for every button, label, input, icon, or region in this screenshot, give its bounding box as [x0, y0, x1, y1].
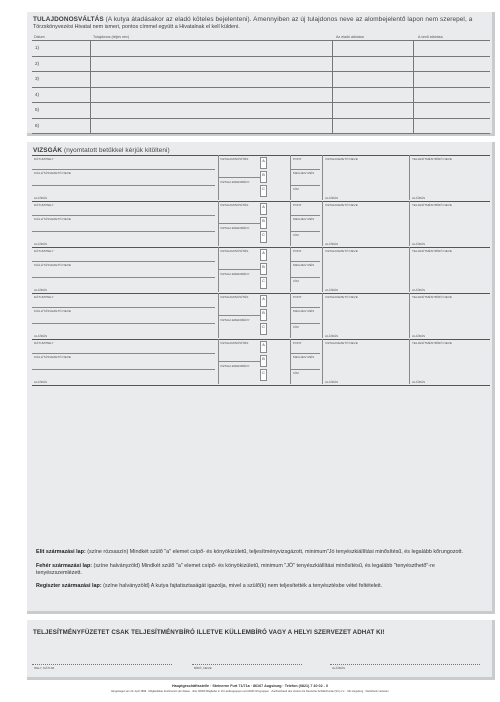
elite-pedigree-text: (színe rózsaszín) Mindkét szülő "a" elemet csípő- és könyökizületű, teljesítményvizsgázott, minimum"Jó tenyészkiállítási minősítésű, és legalább kőrungozott.	[85, 549, 464, 555]
owner-section-note-line2: Törzskönyvezési Hivatal nem ismeri, pontos címmel együtt a Hivatalnak el kell küldeni.	[33, 24, 240, 30]
owner-row-number: 5)	[35, 107, 40, 112]
exam-assessment-line[interactable]	[218, 269, 260, 270]
exam-date-label: DÁTUM/HELY	[34, 248, 54, 253]
exam-assessment-label: VIZSGAMINŐSÍTÉS	[220, 248, 249, 253]
exam-date-label: DÁTUM/HELY	[34, 340, 54, 345]
exam-date-label: DÁTUM/HELY	[34, 156, 54, 161]
exam-col-divider	[322, 155, 323, 200]
grade-letter-c: C	[262, 232, 265, 237]
white-pedigree-label: Fehér származási lap:	[36, 563, 93, 569]
exam-grade-box-c[interactable]	[260, 323, 267, 335]
exam-grade-box-a[interactable]	[260, 157, 267, 169]
exam-qualification-line[interactable]	[290, 369, 320, 370]
owner-row-number: 3)	[35, 76, 40, 81]
exam-col-divider	[409, 155, 410, 200]
exam-sign-label: ALÁÍRÁS	[34, 196, 48, 200]
owner-row[interactable]	[32, 103, 490, 119]
exam-sign2-label: ALÁÍRÁS	[412, 288, 426, 292]
exam-date-line[interactable]	[32, 261, 215, 262]
exam-entry-block	[32, 339, 490, 384]
exam-col-divider	[290, 155, 291, 200]
exam-judge-line[interactable]	[32, 231, 215, 232]
grade-letter-a: A	[262, 158, 265, 163]
exam-judge-name-label: TELJESÍTMÉNYBÍRÓ NEVE	[412, 294, 452, 299]
grade-letter-c: C	[262, 278, 265, 283]
exam-points-line[interactable]	[290, 261, 320, 262]
exam-leader-label: VIZSGAVEZETŐ NEVE	[325, 294, 358, 299]
exam-sign1-label: ALÁÍRÁS	[325, 288, 339, 292]
grade-letter-c: C	[262, 370, 265, 375]
exam-qualification-label: MEGJEGYZÉS	[293, 309, 315, 313]
exam-judge-name-label: TELJESÍTMÉNYBÍRÓ NEVE	[412, 340, 452, 345]
exam-sign2-label: ALÁÍRÁS	[412, 334, 426, 338]
grade-letter-b: B	[262, 172, 265, 177]
perf-judge-line[interactable]	[192, 664, 302, 665]
exam-assessment-line[interactable]	[218, 361, 260, 362]
exam-grade-box-c[interactable]	[260, 369, 267, 381]
exam-leader-label: VIZSGAVEZETŐ NEVE	[325, 202, 358, 207]
grade-letter-b: B	[262, 264, 265, 269]
register-pedigree-paragraph	[36, 583, 476, 590]
exam-assessment-label: VIZSGAMINŐSÍTÉS	[220, 156, 249, 161]
exam-judge-name-label: TELJESÍTMÉNYBÍRÓ NEVE	[412, 156, 452, 161]
exam-grade-box-a[interactable]	[260, 295, 267, 307]
exam-judge-label: KIÁLLÍTÁSVEZETŐ NEVE	[34, 263, 71, 267]
exam-col-divider	[322, 339, 323, 384]
exam-sign1-label: ALÁÍRÁS	[325, 196, 339, 200]
register-pedigree-label: Regiszter származási lap:	[36, 583, 102, 589]
exam-col-divider	[322, 247, 323, 292]
grade-letter-a: A	[262, 342, 265, 347]
grade-letter-a: A	[262, 296, 265, 301]
exam-judge-name-label: TELJESÍTMÉNYBÍRÓ NEVE	[412, 248, 452, 253]
perf-judge-label: BÍRÓ, NEVE	[194, 666, 212, 670]
footer-legal: Eingetragen am 22. April 1899 · Mitgliedsbau Zuchtverein der Rasse · über 90000 Mitglieder in 19 Landesgruppen und 2000 Ortsgruppen · Zuchtverband des Vereins für Deutsche Schäferhunde (SV) e.V. · Sitz Augsburg · Nachdruck verboten	[111, 690, 389, 693]
elite-pedigree-paragraph	[36, 549, 476, 556]
exam-leader-label: VIZSGAVEZETŐ NEVE	[325, 340, 358, 345]
grade-letter-c: C	[262, 186, 265, 191]
exam-entry-block	[32, 247, 490, 292]
exam-judge-line[interactable]	[32, 185, 215, 186]
exam-date-line[interactable]	[32, 353, 215, 354]
exam-sign1-label: ALÁÍRÁS	[325, 242, 339, 246]
exam-sign-label: ALÁÍRÁS	[34, 380, 48, 384]
owner-col-date: Dátum	[34, 35, 45, 39]
exam-points-line[interactable]	[290, 353, 320, 354]
exam-points-line[interactable]	[290, 169, 320, 170]
exam-leader-label: VIZSGAVEZETŐ NEVE	[325, 248, 358, 253]
perf-place-label: HELY, DÁTUM	[34, 666, 55, 670]
exam-entry-block	[32, 293, 490, 338]
exam-col-divider	[290, 201, 291, 246]
exam-qualification-label: MEGJEGYZÉS	[293, 263, 315, 267]
grade-letter-c: C	[262, 324, 265, 329]
exam-sign1-label: ALÁÍRÁS	[325, 380, 339, 384]
exam-qualification-label: MEGJEGYZÉS	[293, 171, 315, 175]
owner-section-note: (A kutya átadásakor az eladó köteles bejelenteni). Amennyiben az új tulajdonos neve az alombejelentő lapon nem szerepel, a	[105, 16, 473, 23]
exam-sign-label: ALÁÍRÁS	[34, 288, 48, 292]
exam-assessment-line[interactable]	[218, 315, 260, 316]
exam-judge-line[interactable]	[32, 277, 215, 278]
exam-judge-line[interactable]	[32, 369, 215, 370]
exam-grade-box-a[interactable]	[260, 341, 267, 353]
white-pedigree-text: (színe halványzöld) Mindkét szülő "a" elemet csípő- és könyökizületű, minimum "JÓ" tenyészkiállítási minősítésű, és legalább "tenyészthető"-re tenyészszemlézett.	[36, 563, 435, 576]
exam-date-label: DÁTUM/HELY	[34, 202, 54, 207]
exam-sign2-label: ALÁÍRÁS	[412, 242, 426, 246]
exam-points-line[interactable]	[290, 307, 320, 308]
exam-col-divider	[290, 247, 291, 292]
exam-result-label: CÍM	[293, 233, 299, 237]
owner-section-title: TULAJDONOSVÁLTÁS (A kutya átadásakor az eladó köteles bejelenteni). Amennyiben az új tulajdonos neve az alombejelentő lapon nem szerepel, a	[33, 16, 473, 23]
exam-points-label: PONT	[293, 156, 302, 161]
owner-row-number: 2)	[35, 60, 40, 66]
grade-letter-a: A	[262, 204, 265, 209]
exam-grade-box-b[interactable]	[260, 309, 267, 321]
exam-grade-box-b[interactable]	[260, 263, 267, 275]
exam-evaluation-label: VIZSGA EREDMÉNY	[220, 272, 250, 276]
exam-evaluation-label: VIZSGA EREDMÉNY	[220, 364, 250, 368]
exam-judge-label: KIÁLLÍTÁSVEZETŐ NEVE	[34, 309, 71, 313]
owner-table	[32, 40, 490, 133]
perf-place-line[interactable]	[32, 664, 172, 665]
owner-row[interactable]	[32, 72, 490, 88]
exam-result-label: CÍM	[293, 371, 299, 375]
exam-grade-box-a[interactable]	[260, 249, 267, 261]
exam-col-divider	[322, 201, 323, 246]
exam-assessment-label: VIZSGAMINŐSÍTÉS	[220, 202, 249, 207]
exam-grade-box-b[interactable]	[260, 171, 267, 183]
grade-letter-b: B	[262, 310, 265, 315]
grade-letter-b: B	[262, 218, 265, 223]
exam-result-label: CÍM	[293, 279, 299, 283]
white-pedigree-paragraph	[36, 563, 476, 576]
elite-pedigree-label: Elit származási lap:	[36, 549, 86, 555]
exam-assessment-line[interactable]	[218, 177, 260, 178]
exam-evaluation-label: VIZSGA EREDMÉNY	[220, 318, 250, 322]
exams-section-title: VIZSGÁK (nyomtatott betűkkel kérjük kitölteni)	[33, 147, 170, 154]
footer-address: Hauptgeschäftsstelle · Steinerne Furt 71/71a · 86167 Augsburg · Telefon (0821) 7 40 02 - 0	[172, 684, 328, 688]
exam-qualification-line[interactable]	[290, 231, 320, 232]
exam-sign1-label: ALÁÍRÁS	[325, 334, 339, 338]
owner-row[interactable]	[32, 119, 490, 135]
exam-sign-label: ALÁÍRÁS	[34, 334, 48, 338]
exam-judge-label: KIÁLLÍTÁSVEZETŐ NEVE	[34, 217, 71, 221]
exam-grade-box-c[interactable]	[260, 185, 267, 197]
exam-entry-block	[32, 201, 490, 246]
exam-assessment-label: VIZSGAMINŐSÍTÉS	[220, 340, 249, 345]
exam-judge-label: KIÁLLÍTÁSVEZETŐ NEVE	[34, 171, 71, 175]
exam-col-divider	[290, 293, 291, 338]
exam-qualification-line[interactable]	[290, 185, 320, 186]
exam-judge-line[interactable]	[32, 323, 215, 324]
exam-grade-box-b[interactable]	[260, 355, 267, 367]
exam-result-label: CÍM	[293, 325, 299, 329]
exam-points-line[interactable]	[290, 215, 320, 216]
exam-sign-label: ALÁÍRÁS	[34, 242, 48, 246]
owner-row-number: 4)	[35, 91, 40, 97]
exam-date-line[interactable]	[32, 215, 215, 216]
exam-points-label: PONT	[293, 294, 302, 299]
owner-col-buyer-sign: A vevő aláírása	[418, 35, 443, 39]
exam-result-label: CÍM	[293, 187, 299, 191]
exam-col-divider	[409, 201, 410, 246]
owner-col-seller-sign: Az eladó aláírása	[336, 35, 364, 39]
exam-col-divider	[409, 293, 410, 338]
performance-title: TELJESÍTMÉNYFÜZETET CSAK TELJESÍTMÉNYBÍRÓ ILLETVE KÜLLEMBÍRÓ VAGY A HELYI SZERVEZET ADHAT KI!	[33, 629, 385, 636]
grade-letter-a: A	[262, 250, 265, 255]
exam-qualification-line[interactable]	[290, 277, 320, 278]
exam-col-divider	[290, 339, 291, 384]
exam-sign2-label: ALÁÍRÁS	[412, 380, 426, 384]
exam-grade-box-c[interactable]	[260, 231, 267, 243]
exam-evaluation-label: VIZSGA EREDMÉNY	[220, 226, 250, 230]
exam-leader-label: VIZSGAVEZETŐ NEVE	[325, 156, 358, 161]
exam-col-divider	[409, 339, 410, 384]
owner-row[interactable]	[32, 88, 490, 104]
owner-row[interactable]	[32, 41, 490, 57]
exam-date-line[interactable]	[32, 169, 215, 170]
exam-date-label: DÁTUM/HELY	[34, 294, 54, 299]
exam-qualification-label: MEGJEGYZÉS	[293, 355, 315, 359]
exam-col-divider	[409, 247, 410, 292]
exam-grade-box-b[interactable]	[260, 217, 267, 229]
exam-points-label: PONT	[293, 202, 302, 207]
perf-sign-line[interactable]	[330, 664, 480, 665]
grade-letter-b: B	[262, 356, 265, 361]
register-pedigree-text: (színe halványzöld) A kutya fajtatisztaságát igazolja, mivel a szülő(k) nem teljesítették a tenyésztésbe vétel feltételeit.	[101, 583, 383, 589]
exams-section-note: (nyomtatott betűkkel kérjük kitölteni)	[64, 147, 170, 154]
exam-sign2-label: ALÁÍRÁS	[412, 196, 426, 200]
exam-judge-name-label: TELJESÍTMÉNYBÍRÓ NEVE	[412, 202, 452, 207]
exam-qualification-label: MEGJEGYZÉS	[293, 217, 315, 221]
owner-col-owner: Tulajdonos (teljes név)	[93, 35, 130, 39]
exam-entry-block	[32, 155, 490, 200]
exam-assessment-line[interactable]	[218, 223, 260, 224]
exam-blocks-bottom-rule	[32, 385, 490, 386]
exam-points-label: PONT	[293, 340, 302, 345]
exam-qualification-line[interactable]	[290, 323, 320, 324]
exam-col-divider	[322, 293, 323, 338]
exam-grade-box-c[interactable]	[260, 277, 267, 289]
owner-row[interactable]	[32, 57, 490, 73]
exam-judge-label: KIÁLLÍTÁSVEZETŐ NEVE	[34, 355, 71, 359]
exam-date-line[interactable]	[32, 307, 215, 308]
exam-evaluation-label: VIZSGA EREDMÉNY	[220, 180, 250, 184]
exam-points-label: PONT	[293, 248, 302, 253]
exam-assessment-label: VIZSGAMINŐSÍTÉS	[220, 294, 249, 299]
owner-row-number: 6)	[35, 122, 40, 128]
owner-row-number: 1)	[35, 45, 40, 50]
perf-sign-label: ALÁÍRÁS	[332, 666, 346, 670]
exam-grade-box-a[interactable]	[260, 203, 267, 215]
